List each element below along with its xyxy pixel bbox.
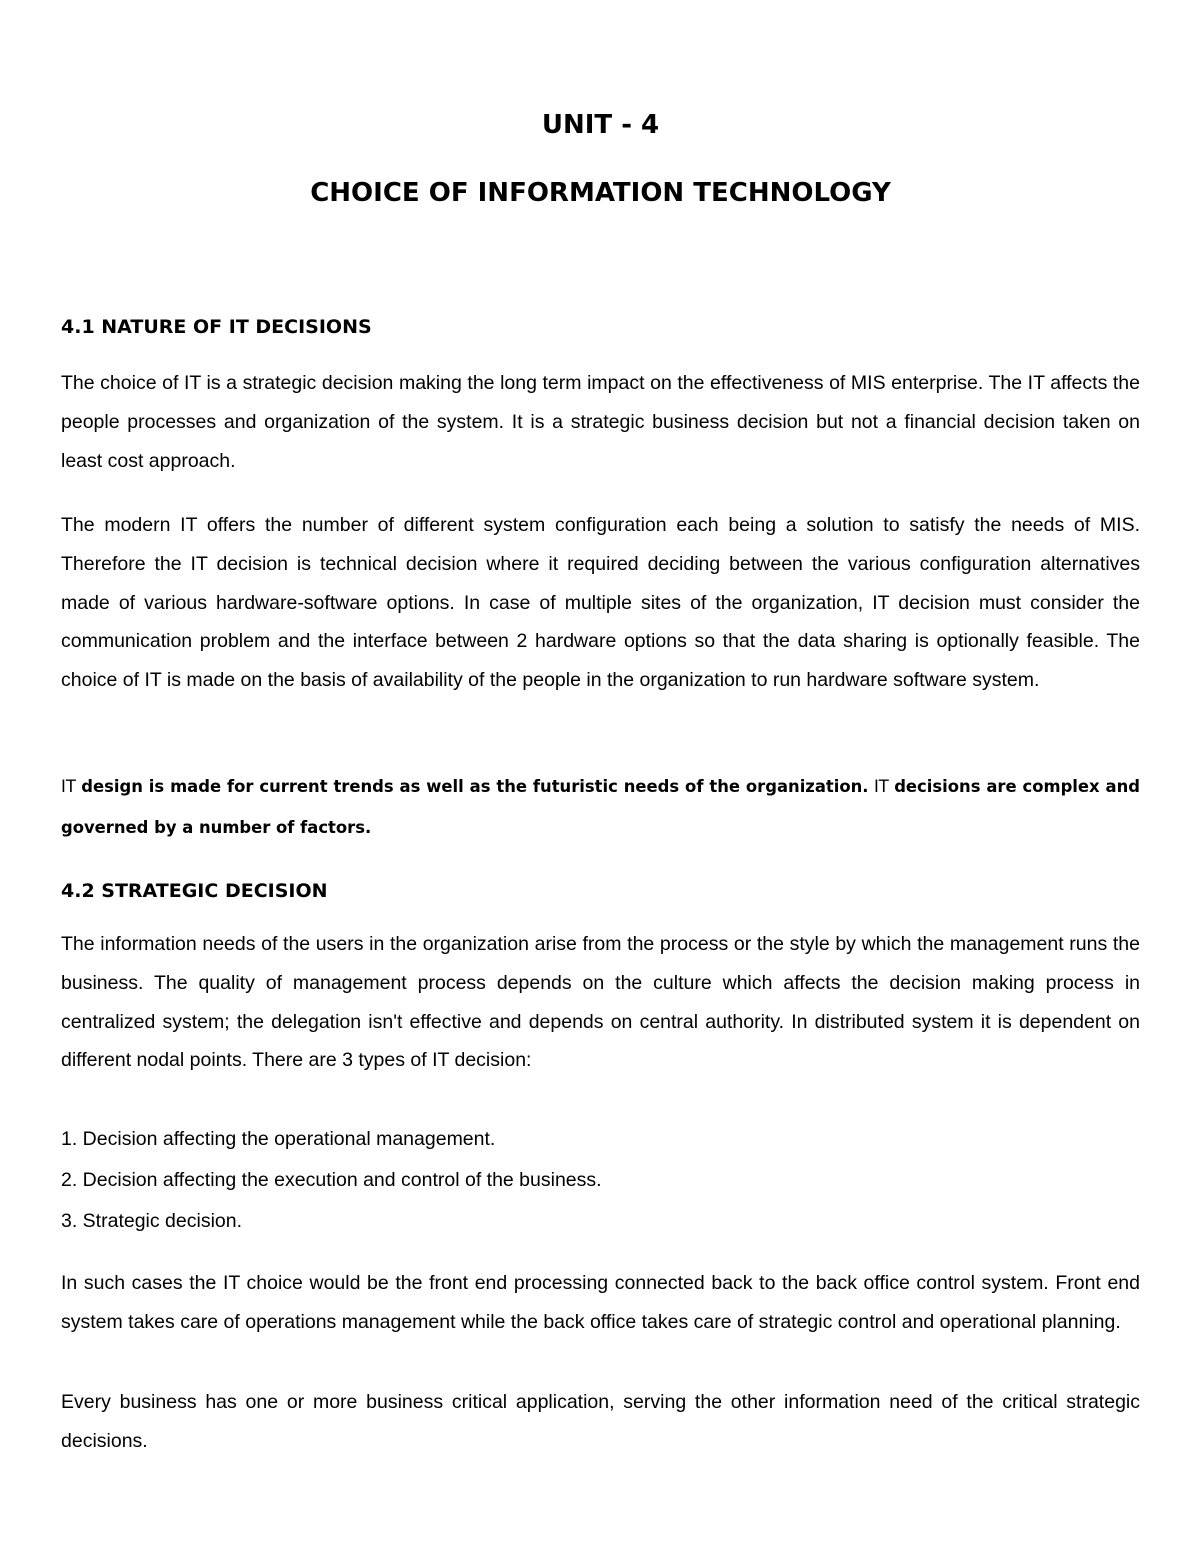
paragraph-strategic-1: The information needs of the users in the organization arise from the process or the style by which the management runs the business. The quality of management process depends on the culture which affects the decision making process in centralized system; the delegation isn't effective and depends on central authority. In distributed system it is dependent on different nodal points. There are 3 types of IT decision: [61, 933, 1140, 1072]
list-item: 3. Strategic decision. [61, 1210, 243, 1232]
paragraph-nature-1: The choice of IT is a strategic decision making the long term impact on the effectiveness of MIS enterprise. The IT affects the people processes and organization of the system. It is a strategic business decision but not a financial decision taken on least cost approach. [61, 372, 1140, 472]
p3-bold-1: design is made for current trends as well as the futuristic needs of the organization. [81, 777, 869, 796]
p3-it-1: IT [61, 777, 82, 796]
paragraph-strategic-2: In such cases the IT choice would be the front end processing connected back to the back office control system. Front end system takes care of operations management while the back office takes care of strategic control and operational planning. [61, 1272, 1140, 1333]
p3-it-2: IT [868, 777, 895, 796]
main-title: CHOICE OF INFORMATION TECHNOLOGY [310, 178, 891, 208]
paragraph-nature-2: The modern IT offers the number of different system configuration each being a solution to satisfy the needs of MIS. Therefore the IT decision is technical decision where it required deciding between the various configuration alternatives made of various hardware-software options. In case of multiple sites of the organization, IT decision must consider the communication problem and the interface between 2 hardware options so that the data sharing is optionally feasible. The choice of IT is made on the basis of availability of the people in the organization to run hardware software system. [61, 514, 1140, 692]
unit-title: UNIT - 4 [541, 110, 660, 140]
paragraph-strategic-3: Every business has one or more business critical application, serving the other information need of the critical strategic decisions. [61, 1391, 1140, 1452]
list-item: 2. Decision affecting the execution and control of the business. [61, 1169, 602, 1191]
paragraph-nature-3 [61, 766, 1140, 848]
list-item: 1. Decision affecting the operational management. [61, 1128, 496, 1150]
it-decision-types-list [61, 1119, 1140, 1242]
p3-bold-2: decisions are complex and governed by a number of factors. [61, 777, 1140, 837]
section-heading-nature-of-it-decisions: 4.1 NATURE OF IT DECISIONS [61, 316, 372, 338]
section-heading-strategic-decision: 4.2 STRATEGIC DECISION [61, 880, 328, 902]
